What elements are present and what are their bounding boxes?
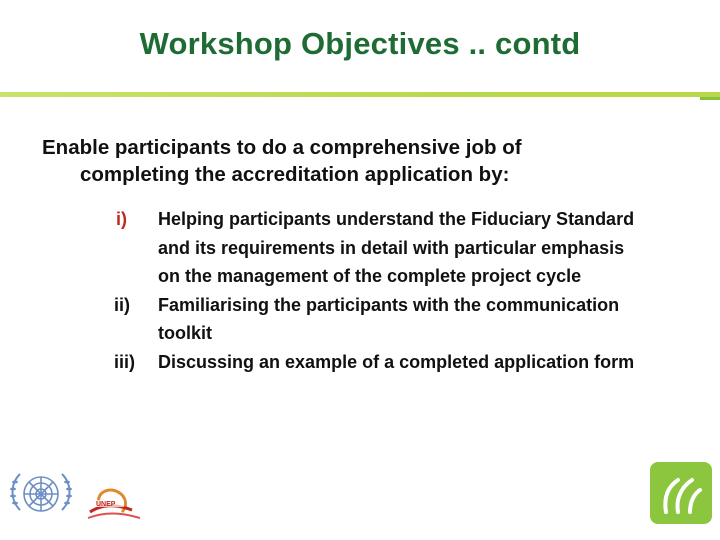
un-emblem-icon: [6, 464, 76, 526]
adaptation-fund-logo-icon: [650, 462, 712, 524]
title-divider-accent: [700, 97, 720, 100]
svg-text:UNEP: UNEP: [96, 501, 116, 508]
title-divider: [0, 92, 720, 97]
list-item-text: Familiarising the participants with the communication toolkit: [158, 294, 620, 343]
slide-title: Workshop Objectives .. contd: [139, 26, 581, 61]
unep-logo-icon: [80, 482, 148, 528]
intro-paragraph: [42, 134, 682, 188]
list-item-text: Discussing an example of a completed application form: [158, 351, 635, 372]
list-item-text: Helping participants understand the Fiduciary Standard and its requirements in detail with particular emphasis on the management of the complete project cycle: [158, 209, 635, 286]
list-item: [116, 291, 656, 348]
list-marker: i): [116, 209, 127, 229]
objectives-list: [116, 205, 656, 376]
list-item: [116, 348, 656, 377]
list-marker: ii): [114, 294, 130, 315]
intro-line-2: completing the accreditation application by:: [80, 163, 510, 186]
list-marker: iii): [114, 351, 135, 372]
list-item: [116, 205, 656, 291]
intro-line-1: Enable participants to do a comprehensive job of: [42, 136, 522, 159]
